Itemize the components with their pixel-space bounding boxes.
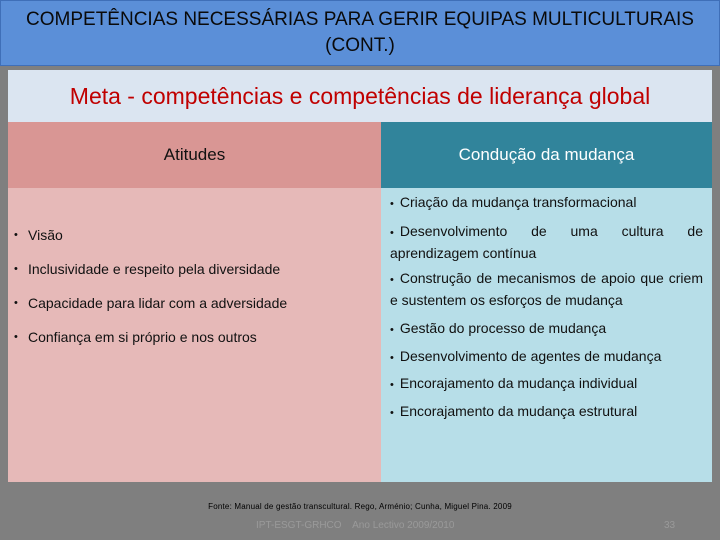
bullet-icon: •	[14, 263, 18, 275]
attitudes-list	[8, 226, 368, 362]
meta-header: Meta - competências e competências de liderança global	[8, 70, 712, 122]
list-item: • Desenvolvimento de uma cultura de aprendizagem contínua	[390, 223, 703, 261]
list-item: • Capacidade para lidar com a adversidade	[14, 295, 288, 311]
list-item: • Encorajamento da mudança individual	[390, 375, 638, 391]
attitudes-column	[8, 188, 381, 482]
bullet-icon: •	[14, 331, 18, 343]
list-item: • Criação da mudança transformacional	[390, 194, 637, 210]
content-panel	[8, 70, 712, 482]
list-item: • Visão	[14, 227, 63, 243]
bullet-icon: •	[390, 407, 394, 419]
bullet-icon: •	[390, 274, 394, 286]
list-item: • Gestão do processo de mudança	[390, 320, 607, 336]
change-leadership-column	[381, 188, 712, 482]
list-item: • Confiança em si próprio e nos outros	[14, 329, 257, 345]
bullet-icon: •	[390, 227, 394, 239]
list-item: • Encorajamento da mudança estrutural	[390, 403, 638, 419]
source-citation: Fonte: Manual de gestão transcultural. Rego, Arménio; Cunha, Miguel Pina. 2009	[208, 502, 512, 511]
list-item: • Desenvolvimento de agentes de mudança	[390, 348, 662, 364]
bullet-icon: •	[14, 297, 18, 309]
change-leadership-heading: Condução da mudança	[381, 122, 712, 188]
list-item: • Construção de mecanismos de apoio que criem e sustentem os esforços de mudança	[390, 270, 703, 308]
slide-title-line2: (CONT.)	[325, 35, 395, 56]
bullet-icon: •	[390, 198, 394, 210]
attitudes-heading: Atitudes	[8, 122, 381, 188]
bullet-icon: •	[14, 229, 18, 241]
bullet-icon: •	[390, 324, 394, 336]
slide-title	[0, 0, 720, 66]
page-number: 33	[664, 520, 676, 531]
bullet-icon: •	[390, 379, 394, 391]
bullet-icon: •	[390, 352, 394, 364]
list-item: • Inclusividade e respeito pela diversidade	[14, 261, 281, 277]
footer-course: IPT-ESGT-GRHCO Ano Lectivo 2009/2010	[256, 520, 455, 531]
slide-title-line1: COMPETÊNCIAS NECESSÁRIAS PARA GERIR EQUIPAS MULTICULTURAIS	[26, 9, 694, 30]
